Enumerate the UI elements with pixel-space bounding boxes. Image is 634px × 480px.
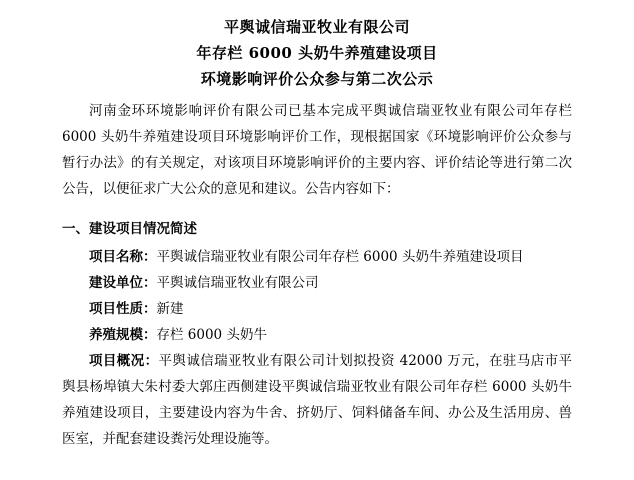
title-line-1: 平舆诚信瑞亚牧业有限公司 xyxy=(223,18,410,36)
field-row xyxy=(62,348,572,452)
field-label-breeding-scale: 养殖规模： xyxy=(89,326,157,343)
field-label-project-nature: 项目性质： xyxy=(89,300,157,317)
document-title xyxy=(62,14,572,92)
intro-paragraph: 河南金环环境影响评价有限公司已基本完成平舆诚信瑞亚牧业有限公司年存栏 6000 头奶牛养殖建设项目环境影响评价工作，现根据国家《环境影响评价公众参与暂行办法》的有关规定，对该项目环境影响评价的主要内容、评价结论等进行第二次公告，以便征求广大公众的意见和建议。公告内容如下： xyxy=(62,103,572,197)
field-value-construction-unit: 平舆诚信瑞亚牧业有限公司 xyxy=(156,274,319,291)
field-value-project-summary: 平舆诚信瑞亚牧业有限公司计划拟投资 42000 万元，在驻马店市平舆县杨埠镇大朱村委大郭庄西侧建设平舆诚信瑞亚牧业有限公司年存栏 6000 头奶牛养殖建设项目，主要建设内容为牛舍、挤奶厅、饲料储备车间、办公及生活用房、兽医室，并配套建设粪污处理设施等。 xyxy=(62,352,573,447)
field-row xyxy=(62,296,572,322)
field-row xyxy=(62,322,572,348)
project-fields xyxy=(62,244,572,452)
section-heading-project-overview: 一、建设项目情况简述 xyxy=(62,220,197,237)
field-row xyxy=(62,270,572,296)
field-label-project-summary: 项目概况： xyxy=(89,352,159,369)
title-line-2: 年存栏 6000 头奶牛养殖建设项目 xyxy=(196,44,438,62)
field-value-project-name: 平舆诚信瑞亚牧业有限公司年存栏 6000 头奶牛养殖建设项目 xyxy=(156,248,524,265)
field-value-project-nature: 新建 xyxy=(156,300,184,317)
field-value-breeding-scale: 存栏 6000 头奶牛 xyxy=(156,326,267,343)
title-line-3: 环境影响评价公众参与第二次公示 xyxy=(200,70,434,88)
field-row xyxy=(62,244,572,270)
field-label-project-name: 项目名称： xyxy=(89,248,157,265)
field-label-construction-unit: 建设单位： xyxy=(89,274,157,291)
